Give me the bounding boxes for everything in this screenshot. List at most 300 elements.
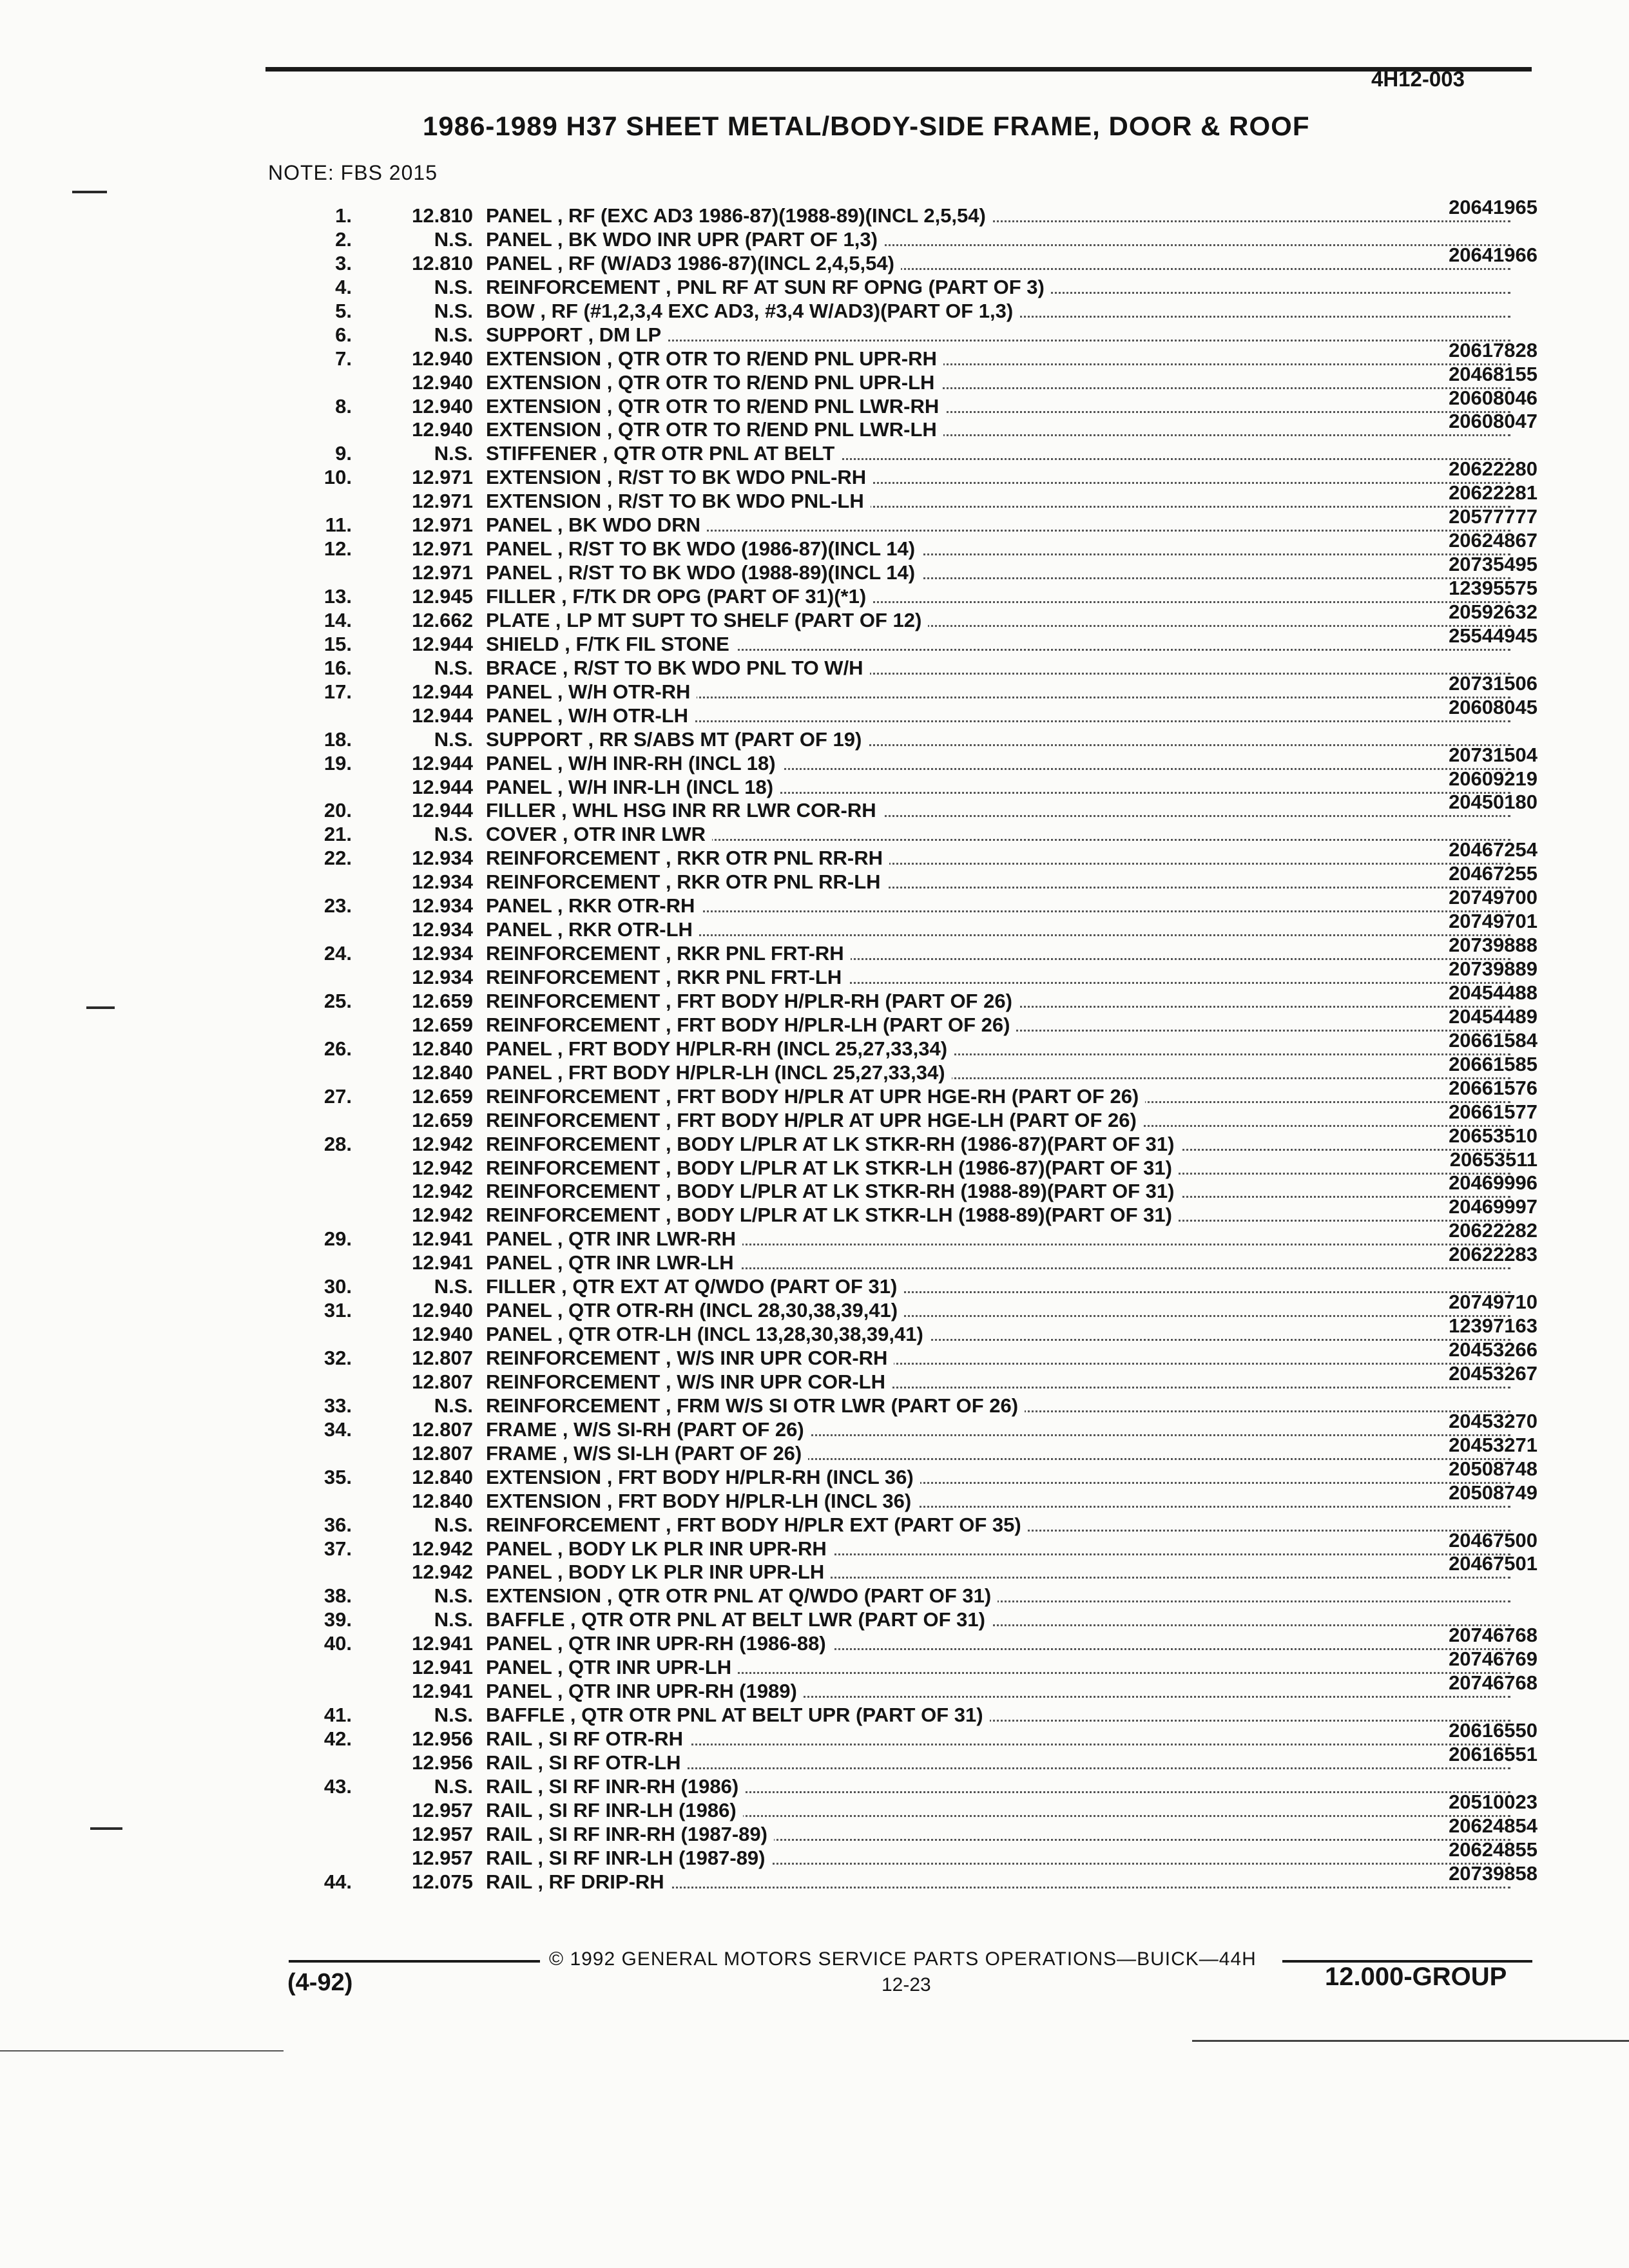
part-description bbox=[486, 798, 1510, 822]
group-number: 12.944 bbox=[412, 775, 473, 798]
description-text: PANEL , BK WDO DRN bbox=[486, 514, 707, 536]
part-number: 20508749 bbox=[1449, 1481, 1537, 1504]
part-description bbox=[486, 680, 1510, 704]
part-number: 20616551 bbox=[1449, 1742, 1537, 1765]
description-text: PANEL , FRT BODY H/PLR-LH (INCL 25,27,33,34) bbox=[486, 1061, 952, 1084]
group-number: N.S. bbox=[434, 1774, 473, 1798]
part-description bbox=[486, 251, 1510, 275]
description-text: REINFORCEMENT , W/S INR UPR COR-LH bbox=[486, 1370, 892, 1393]
description-text: PANEL , RF (EXC AD3 1986-87)(1988-89)(INCL 2,5,54) bbox=[486, 204, 992, 227]
part-number: 20453270 bbox=[1449, 1409, 1537, 1432]
group-number: 12.940 bbox=[412, 1299, 473, 1322]
part-row bbox=[290, 1076, 1537, 1108]
description-text: RAIL , SI RF OTR-LH bbox=[486, 1751, 688, 1774]
part-row bbox=[290, 1552, 1537, 1584]
group-number: 12.942 bbox=[412, 1561, 473, 1584]
description-text: PANEL , RKR OTR-LH bbox=[486, 918, 699, 941]
part-description bbox=[486, 394, 1510, 418]
description-text: PANEL , QTR INR LWR-LH bbox=[486, 1251, 740, 1274]
part-description bbox=[486, 370, 1510, 394]
group-number: 12.807 bbox=[412, 1441, 473, 1465]
group-number: 12.971 bbox=[412, 490, 473, 513]
part-row bbox=[290, 410, 1537, 441]
part-description bbox=[486, 1465, 1510, 1489]
part-number: 20469996 bbox=[1449, 1171, 1537, 1195]
description-text: REINFORCEMENT , RKR OTR PNL RR-RH bbox=[486, 847, 889, 869]
item-number: 41. bbox=[323, 1704, 352, 1727]
part-number: 20746768 bbox=[1449, 1624, 1537, 1647]
part-row bbox=[290, 1394, 1537, 1418]
description-text: RAIL , SI RF INR-RH (1987-89) bbox=[486, 1823, 774, 1845]
part-number: 20739888 bbox=[1449, 934, 1537, 957]
description-text: PANEL , RKR OTR-RH bbox=[486, 894, 701, 917]
description-text: PANEL , BODY LK PLR INR UPR-RH bbox=[486, 1537, 833, 1560]
footer-rule bbox=[289, 1960, 540, 1963]
part-description bbox=[486, 965, 1510, 989]
group-number: N.S. bbox=[434, 1275, 473, 1298]
part-description bbox=[486, 751, 1510, 775]
group-number: 12.659 bbox=[412, 989, 473, 1012]
group-number: 12.940 bbox=[412, 370, 473, 394]
description-text: EXTENSION , QTR OTR TO R/END PNL UPR-RH bbox=[486, 347, 943, 370]
part-number: 20453266 bbox=[1449, 1338, 1537, 1361]
part-row bbox=[290, 791, 1537, 822]
description-text: REINFORCEMENT , FRT BODY H/PLR-LH (PART OF 26) bbox=[486, 1014, 1016, 1036]
group-number: 12.807 bbox=[412, 1370, 473, 1393]
parts-list bbox=[290, 196, 1537, 1894]
description-text: REINFORCEMENT , PNL RF AT SUN RF OPNG (PART OF 3) bbox=[486, 276, 1051, 298]
part-row bbox=[290, 1584, 1537, 1608]
part-description bbox=[486, 1441, 1510, 1465]
part-number: 20510023 bbox=[1449, 1790, 1537, 1813]
group-number: N.S. bbox=[434, 656, 473, 679]
part-row bbox=[290, 227, 1537, 251]
part-row bbox=[290, 553, 1537, 584]
part-description bbox=[486, 1179, 1510, 1203]
description-text: PANEL , QTR INR UPR-RH (1989) bbox=[486, 1680, 804, 1702]
description-text: REINFORCEMENT , BODY L/PLR AT LK STKR-LH (1986-87)(PART OF 31) bbox=[486, 1157, 1179, 1179]
group-number: 12.075 bbox=[412, 1870, 473, 1893]
item-number: 24. bbox=[323, 942, 352, 965]
description-text: REINFORCEMENT , FRT BODY H/PLR EXT (PART OF 35) bbox=[486, 1514, 1028, 1536]
part-number: 20653511 bbox=[1449, 1148, 1537, 1171]
part-description bbox=[486, 1727, 1510, 1751]
group-number: 12.941 bbox=[412, 1251, 473, 1274]
description-text: PANEL , QTR INR UPR-LH bbox=[486, 1656, 738, 1678]
part-number: 20454489 bbox=[1449, 1004, 1537, 1028]
description-text: FILLER , QTR EXT AT Q/WDO (PART OF 31) bbox=[486, 1275, 903, 1298]
part-description bbox=[486, 1084, 1510, 1108]
part-description bbox=[486, 418, 1510, 441]
part-description bbox=[486, 1037, 1510, 1061]
part-row bbox=[290, 1195, 1537, 1227]
bottom-rule bbox=[1192, 2040, 1629, 2042]
part-number: 20608046 bbox=[1449, 386, 1537, 409]
part-number: 20467500 bbox=[1449, 1528, 1537, 1552]
part-row bbox=[290, 1338, 1537, 1370]
part-description bbox=[486, 299, 1510, 323]
part-number: 20735495 bbox=[1449, 553, 1537, 576]
part-description bbox=[486, 1322, 1510, 1346]
part-number: 20616550 bbox=[1449, 1719, 1537, 1742]
item-number: 30. bbox=[323, 1275, 352, 1298]
description-text: PANEL , R/ST TO BK WDO (1986-87)(INCL 14) bbox=[486, 537, 921, 560]
part-row bbox=[290, 1838, 1537, 1870]
group-number: N.S. bbox=[434, 1394, 473, 1417]
part-description bbox=[486, 537, 1510, 561]
part-number: 20617828 bbox=[1449, 338, 1537, 361]
part-row bbox=[290, 1703, 1537, 1727]
part-description bbox=[486, 347, 1510, 370]
group-number: 12.944 bbox=[412, 799, 473, 822]
description-text: COVER , OTR INR LWR bbox=[486, 823, 712, 845]
description-text: EXTENSION , QTR OTR TO R/END PNL LWR-RH bbox=[486, 395, 945, 418]
item-number: 14. bbox=[323, 608, 352, 631]
description-text: PLATE , LP MT SUPT TO SHELF (PART OF 12) bbox=[486, 609, 928, 631]
part-row bbox=[290, 1028, 1537, 1061]
item-number: 15. bbox=[323, 632, 352, 655]
margin-mark bbox=[72, 191, 107, 193]
item-number: 36. bbox=[323, 1513, 352, 1536]
group-number: 12.662 bbox=[412, 608, 473, 631]
item-number: 1. bbox=[335, 204, 352, 227]
part-row bbox=[290, 1513, 1537, 1537]
description-text: FRAME , W/S SI-RH (PART OF 26) bbox=[486, 1418, 811, 1441]
page-code: 4H12-003 bbox=[1371, 67, 1465, 91]
part-row bbox=[290, 1528, 1537, 1561]
description-text: RAIL , SI RF OTR-RH bbox=[486, 1727, 689, 1750]
description-text: REINFORCEMENT , BODY L/PLR AT LK STKR-RH (1986-87)(PART OF 31) bbox=[486, 1133, 1181, 1155]
part-description bbox=[486, 1608, 1510, 1631]
part-description bbox=[486, 1679, 1510, 1703]
description-text: REINFORCEMENT , BODY L/PLR AT LK STKR-RH (1988-89)(PART OF 31) bbox=[486, 1180, 1181, 1202]
part-description bbox=[486, 584, 1510, 608]
group-number: N.S. bbox=[434, 275, 473, 298]
page-number: 12-23 bbox=[882, 1974, 931, 1995]
description-text: EXTENSION , QTR OTR TO R/END PNL UPR-LH bbox=[486, 371, 941, 394]
group-number: 12.957 bbox=[412, 1846, 473, 1869]
description-text: RAIL , SI RF INR-RH (1986) bbox=[486, 1775, 745, 1798]
part-description bbox=[486, 1370, 1510, 1394]
item-number: 6. bbox=[335, 323, 352, 346]
group-number: 12.840 bbox=[412, 1465, 473, 1488]
part-description bbox=[486, 489, 1510, 513]
part-row bbox=[290, 1671, 1537, 1703]
description-text: RAIL , SI RF INR-LH (1986) bbox=[486, 1799, 743, 1821]
item-number: 4. bbox=[335, 275, 352, 298]
description-text: FRAME , W/S SI-LH (PART OF 26) bbox=[486, 1442, 808, 1465]
part-number: 20661577 bbox=[1449, 1100, 1537, 1123]
group-number: 12.659 bbox=[412, 1013, 473, 1036]
part-number: 20661584 bbox=[1449, 1028, 1537, 1052]
description-text: PANEL , FRT BODY H/PLR-RH (INCL 25,27,33,34) bbox=[486, 1037, 954, 1060]
part-description bbox=[486, 1227, 1510, 1251]
part-description bbox=[486, 1822, 1510, 1846]
part-number: 20653510 bbox=[1449, 1124, 1537, 1147]
part-description bbox=[486, 1631, 1510, 1655]
item-number: 12. bbox=[323, 537, 352, 561]
part-description bbox=[486, 275, 1510, 299]
description-text: REINFORCEMENT , W/S INR UPR COR-RH bbox=[486, 1347, 894, 1369]
group-number: 12.945 bbox=[412, 585, 473, 608]
part-description bbox=[486, 1061, 1510, 1084]
part-number: 20508748 bbox=[1449, 1457, 1537, 1480]
part-row bbox=[290, 1004, 1537, 1037]
part-row bbox=[290, 981, 1537, 1013]
item-number: 22. bbox=[323, 847, 352, 870]
group-number: 12.941 bbox=[412, 1632, 473, 1655]
group-number: 12.942 bbox=[412, 1180, 473, 1203]
item-number: 3. bbox=[335, 251, 352, 274]
description-text: EXTENSION , R/ST TO BK WDO PNL-LH bbox=[486, 490, 871, 512]
part-description bbox=[486, 323, 1510, 347]
item-number: 26. bbox=[323, 1037, 352, 1060]
part-number: 20608045 bbox=[1449, 695, 1537, 718]
part-row bbox=[290, 671, 1537, 704]
part-description bbox=[486, 1774, 1510, 1798]
group-number: N.S. bbox=[434, 727, 473, 751]
part-number: 20468155 bbox=[1449, 362, 1537, 385]
group-number: N.S. bbox=[434, 323, 473, 346]
description-text: REINFORCEMENT , FRT BODY H/PLR-RH (PART OF 26) bbox=[486, 990, 1019, 1012]
part-description bbox=[486, 1489, 1510, 1513]
group-number: 12.940 bbox=[412, 347, 473, 370]
part-row bbox=[290, 1742, 1537, 1774]
part-row bbox=[290, 1243, 1537, 1274]
margin-mark bbox=[90, 1827, 122, 1830]
description-text: REINFORCEMENT , RKR PNL FRT-LH bbox=[486, 966, 848, 988]
part-description bbox=[486, 1537, 1510, 1561]
group-number: 12.942 bbox=[412, 1537, 473, 1560]
description-text: REINFORCEMENT , FRT BODY H/PLR AT UPR HGE-RH (PART OF 26) bbox=[486, 1085, 1145, 1108]
group-number: N.S. bbox=[434, 299, 473, 322]
description-text: EXTENSION , QTR OTR TO R/END PNL LWR-LH bbox=[486, 418, 943, 441]
part-row bbox=[290, 1274, 1537, 1298]
part-description bbox=[486, 1346, 1510, 1370]
item-number: 31. bbox=[323, 1299, 352, 1322]
description-text: EXTENSION , FRT BODY H/PLR-RH (INCL 36) bbox=[486, 1466, 920, 1488]
part-number: 20731506 bbox=[1449, 671, 1537, 695]
part-number: 20641965 bbox=[1449, 196, 1537, 218]
description-text: RAIL , RF DRIP-RH bbox=[486, 1870, 671, 1893]
description-text: PANEL , QTR OTR-RH (INCL 28,30,38,39,41) bbox=[486, 1299, 904, 1321]
part-description bbox=[486, 1108, 1510, 1132]
part-description bbox=[486, 227, 1510, 251]
part-number: 20467254 bbox=[1449, 838, 1537, 861]
part-number: 20469997 bbox=[1449, 1195, 1537, 1218]
part-description bbox=[486, 1394, 1510, 1418]
part-number: 20624855 bbox=[1449, 1838, 1537, 1861]
part-row bbox=[290, 243, 1537, 275]
part-row bbox=[290, 1814, 1537, 1846]
part-description bbox=[486, 656, 1510, 680]
part-description bbox=[486, 1798, 1510, 1822]
part-row bbox=[290, 767, 1537, 799]
description-text: REINFORCEMENT , RKR OTR PNL RR-LH bbox=[486, 870, 887, 893]
part-row bbox=[290, 529, 1537, 561]
part-description bbox=[486, 1418, 1510, 1441]
part-description bbox=[486, 1751, 1510, 1774]
group-number: 12.659 bbox=[412, 1084, 473, 1108]
part-number: 20609219 bbox=[1449, 767, 1537, 790]
part-row bbox=[290, 886, 1537, 918]
part-description bbox=[486, 632, 1510, 656]
part-row bbox=[290, 386, 1537, 418]
item-number: 27. bbox=[323, 1084, 352, 1108]
description-text: FILLER , WHL HSG INR RR LWR COR-RH bbox=[486, 799, 883, 822]
description-text: FILLER , F/TK DR OPG (PART OF 31)(*1) bbox=[486, 585, 872, 608]
item-number: 43. bbox=[323, 1774, 352, 1798]
part-row bbox=[290, 481, 1537, 513]
part-row bbox=[290, 1481, 1537, 1513]
item-number: 11. bbox=[325, 514, 352, 537]
part-row bbox=[290, 362, 1537, 394]
part-number: 20454488 bbox=[1449, 981, 1537, 1004]
part-row bbox=[290, 323, 1537, 347]
description-text: BAFFLE , QTR OTR PNL AT BELT LWR (PART OF 31) bbox=[486, 1608, 992, 1631]
part-row bbox=[290, 1148, 1537, 1180]
item-number: 29. bbox=[323, 1227, 352, 1251]
item-number: 21. bbox=[323, 823, 352, 846]
description-text: PANEL , W/H OTR-RH bbox=[486, 680, 697, 703]
part-row bbox=[290, 338, 1537, 370]
description-text: REINFORCEMENT , FRT BODY H/PLR AT UPR HGE-LH (PART OF 26) bbox=[486, 1109, 1143, 1131]
item-number: 23. bbox=[323, 894, 352, 918]
part-row bbox=[290, 910, 1537, 941]
part-description bbox=[486, 1560, 1510, 1584]
part-description bbox=[486, 1655, 1510, 1679]
item-number: 33. bbox=[323, 1394, 352, 1417]
description-text: PANEL , BODY LK PLR INR UPR-LH bbox=[486, 1561, 831, 1583]
description-text: PANEL , RF (W/AD3 1986-87)(INCL 2,4,5,54) bbox=[486, 252, 901, 274]
item-number: 10. bbox=[323, 466, 352, 489]
group-number: 12.956 bbox=[412, 1727, 473, 1750]
part-row bbox=[290, 656, 1537, 680]
group-number: 12.659 bbox=[412, 1108, 473, 1131]
part-description bbox=[486, 608, 1510, 632]
part-number: 20624867 bbox=[1449, 529, 1537, 552]
group-number: 12.807 bbox=[412, 1418, 473, 1441]
part-number: 12397163 bbox=[1449, 1314, 1537, 1338]
group-number: 12.942 bbox=[412, 1132, 473, 1155]
part-row bbox=[290, 1861, 1537, 1894]
group-number: N.S. bbox=[434, 442, 473, 465]
description-text: BAFFLE , QTR OTR PNL AT BELT UPR (PART OF 31) bbox=[486, 1704, 990, 1726]
part-description bbox=[486, 465, 1510, 489]
group-number: 12.941 bbox=[412, 1680, 473, 1703]
part-number: 20577777 bbox=[1449, 505, 1537, 528]
group-number: N.S. bbox=[434, 1608, 473, 1631]
part-number: 20467255 bbox=[1449, 862, 1537, 885]
part-row bbox=[290, 600, 1537, 632]
group-number: 12.940 bbox=[412, 1323, 473, 1346]
group-number: 12.840 bbox=[412, 1037, 473, 1060]
part-row bbox=[290, 695, 1537, 727]
description-text: PANEL , BK WDO INR UPR (PART OF 1,3) bbox=[486, 228, 884, 251]
item-number: 5. bbox=[335, 299, 352, 322]
description-text: REINFORCEMENT , FRM W/S SI OTR LWR (PART OF 26) bbox=[486, 1394, 1025, 1417]
part-row bbox=[290, 196, 1537, 227]
part-row bbox=[290, 1052, 1537, 1084]
item-number: 2. bbox=[335, 227, 352, 251]
part-row bbox=[290, 1171, 1537, 1203]
item-number: 7. bbox=[335, 347, 352, 370]
part-description bbox=[486, 894, 1510, 918]
description-text: STIFFENER , QTR OTR PNL AT BELT bbox=[486, 442, 841, 465]
description-text: EXTENSION , FRT BODY H/PLR-LH (INCL 36) bbox=[486, 1490, 918, 1512]
page-title: 1986-1989 H37 SHEET METAL/BODY-SIDE FRAME, DOOR & ROOF bbox=[423, 111, 1310, 141]
part-row bbox=[290, 743, 1537, 775]
group-number: 12.957 bbox=[412, 1798, 473, 1821]
item-number: 18. bbox=[323, 727, 352, 751]
part-number: 20661585 bbox=[1449, 1052, 1537, 1075]
part-description bbox=[486, 1203, 1510, 1227]
description-text: SHIELD , F/TK FIL STONE bbox=[486, 633, 736, 655]
item-number: 9. bbox=[335, 442, 352, 465]
part-number: 20749701 bbox=[1449, 910, 1537, 933]
part-row bbox=[290, 1291, 1537, 1322]
description-text: RAIL , SI RF INR-LH (1987-89) bbox=[486, 1847, 772, 1869]
part-row bbox=[290, 1624, 1537, 1655]
note-text: NOTE: FBS 2015 bbox=[268, 161, 438, 184]
part-number: 20739858 bbox=[1449, 1861, 1537, 1885]
description-text: SUPPORT , DM LP bbox=[486, 323, 668, 346]
group-number: N.S. bbox=[434, 823, 473, 846]
description-text: PANEL , QTR OTR-LH (INCL 13,28,30,38,39,41) bbox=[486, 1323, 930, 1345]
group-number: N.S. bbox=[434, 1584, 473, 1608]
description-text: REINFORCEMENT , RKR PNL FRT-RH bbox=[486, 942, 851, 965]
part-row bbox=[290, 727, 1537, 751]
part-description bbox=[486, 1846, 1510, 1870]
group-number: N.S. bbox=[434, 1704, 473, 1727]
item-number: 19. bbox=[323, 751, 352, 774]
part-row bbox=[290, 822, 1537, 846]
part-number: 20608047 bbox=[1449, 410, 1537, 433]
part-description bbox=[486, 1584, 1510, 1608]
part-row bbox=[290, 1457, 1537, 1489]
part-row bbox=[290, 862, 1537, 894]
part-number: 20622282 bbox=[1449, 1219, 1537, 1242]
description-text: PANEL , W/H INR-LH (INCL 18) bbox=[486, 776, 780, 798]
part-description bbox=[486, 941, 1510, 965]
part-row bbox=[290, 577, 1537, 608]
part-number: 20592632 bbox=[1449, 600, 1537, 623]
group-number: 12.944 bbox=[412, 704, 473, 727]
group-number: 12.934 bbox=[412, 966, 473, 988]
description-text: REINFORCEMENT , BODY L/PLR AT LK STKR-LH (1988-89)(PART OF 31) bbox=[486, 1204, 1179, 1226]
date-code: (4-92) bbox=[287, 1969, 353, 1996]
item-number: 34. bbox=[323, 1418, 352, 1441]
item-number: 38. bbox=[323, 1584, 352, 1608]
part-number: 12395575 bbox=[1449, 577, 1537, 599]
part-number: 20622280 bbox=[1449, 457, 1537, 481]
part-row bbox=[290, 1608, 1537, 1631]
group-number: 12.810 bbox=[412, 251, 473, 274]
part-description bbox=[486, 1703, 1510, 1727]
part-row bbox=[290, 1719, 1537, 1751]
description-text: PANEL , W/H INR-RH (INCL 18) bbox=[486, 752, 782, 774]
part-row bbox=[290, 299, 1537, 323]
description-text: PANEL , QTR INR LWR-RH bbox=[486, 1227, 742, 1250]
bottom-rule bbox=[0, 2050, 284, 2052]
part-number: 20739889 bbox=[1449, 957, 1537, 980]
part-description bbox=[486, 1251, 1510, 1274]
group-number: 12.971 bbox=[412, 537, 473, 561]
part-row bbox=[290, 457, 1537, 489]
item-number: 40. bbox=[323, 1632, 352, 1655]
part-number: 20622281 bbox=[1449, 481, 1537, 505]
part-description bbox=[486, 989, 1510, 1013]
